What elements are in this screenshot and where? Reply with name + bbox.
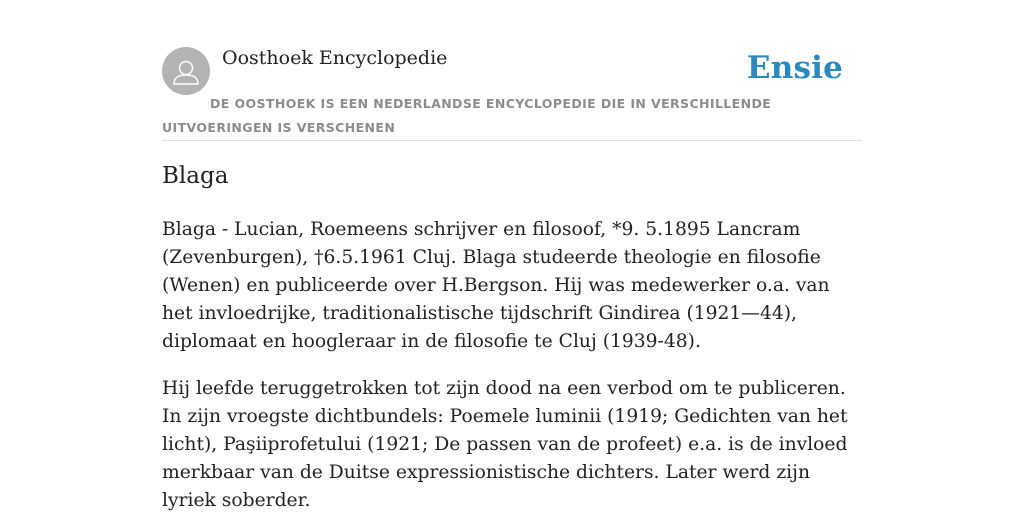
header — [162, 46, 862, 141]
article-title: Blaga — [162, 163, 229, 189]
brand-logo[interactable]: Ensie — [746, 50, 843, 86]
article-paragraph: Blaga - Lucian, Roemeens schrijver en filosoof, *9. 5.1895 Lancram (Zevenburgen), †6.5.1961 Cluj. Blaga studeerde theologie en filosofie (Wenen) en publiceerde over H.Bergson. Hij was medewerker o.a. van het invloedrijke, traditionalistische tijdschrift Gindirea (1921—44), diplomaat en hoogleraar in de filosofie te Cluj (1939-48). — [162, 219, 830, 352]
user-icon — [162, 47, 210, 95]
article-paragraph: Hij leefde teruggetrokken tot zijn dood na een verbod om te publiceren. In zijn vroegste dichtbundels: Poemele luminii (1919; Gedichten van het licht), Paşiiprofetului (1921; De passen van de profeet) e.a. is de invloed merkbaar van de Duitse expressionistische dichters. Later werd zijn lyriek soberder. — [162, 378, 848, 511]
avatar[interactable] — [162, 47, 210, 95]
publication-title[interactable]: Oosthoek Encyclopedie — [222, 47, 448, 69]
publication-tagline: DE OOSTHOEK IS EEN NEDERLANDSE ENCYCLOPEDIE DIE IN VERSCHILLENDE UITVOERINGEN IS VERSCHENEN — [162, 96, 772, 135]
